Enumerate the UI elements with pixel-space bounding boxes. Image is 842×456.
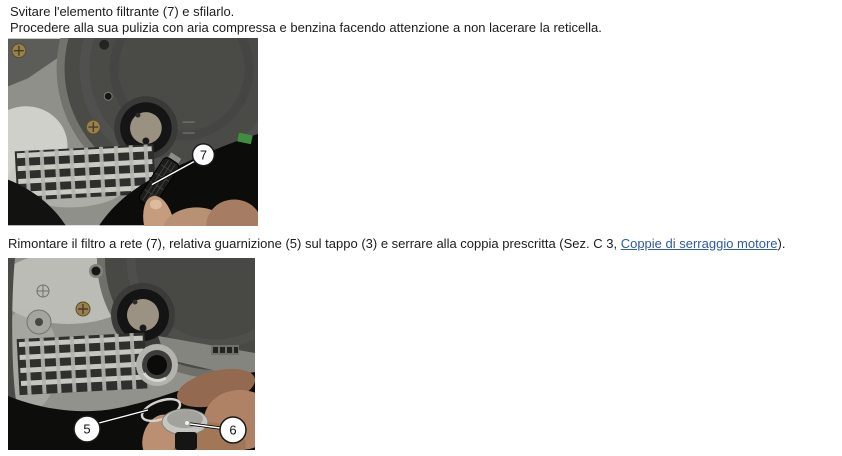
figure-filter-removal: [8, 38, 258, 226]
instruction-text: ).: [777, 236, 786, 251]
callout-7-label: 7: [199, 147, 208, 163]
crankcase-fins: [17, 332, 148, 395]
instruction-text: Rimontare il filtro a rete (7), relativa guarnizione (5) sul tappo (3) e serrare alla coppia prescritta (Sez. C 3,: [8, 236, 621, 251]
instruction-step-2: [8, 236, 785, 252]
torque-settings-link[interactable]: Coppie di serraggio motore: [620, 236, 778, 251]
instruction-line: Svitare l'elemento filtrante (7) e sfilarlo.: [10, 4, 235, 19]
instruction-line: Procedere alla sua pulizia con aria compressa e benzina facendo attenzione a non lacerare la reticella.: [10, 20, 602, 35]
crankcase-photo-2: [8, 258, 255, 450]
callout-5: [74, 416, 100, 442]
callout-6: [220, 417, 246, 443]
filter-plug-hole: [136, 344, 178, 386]
callout-7: [193, 144, 215, 166]
callout-6-label: 6: [229, 422, 237, 438]
crankcase-photo-1: [8, 38, 258, 226]
callout-5-label: 5: [83, 421, 91, 437]
figure-filter-refitting: [8, 258, 255, 450]
instruction-step-1: [10, 4, 602, 36]
